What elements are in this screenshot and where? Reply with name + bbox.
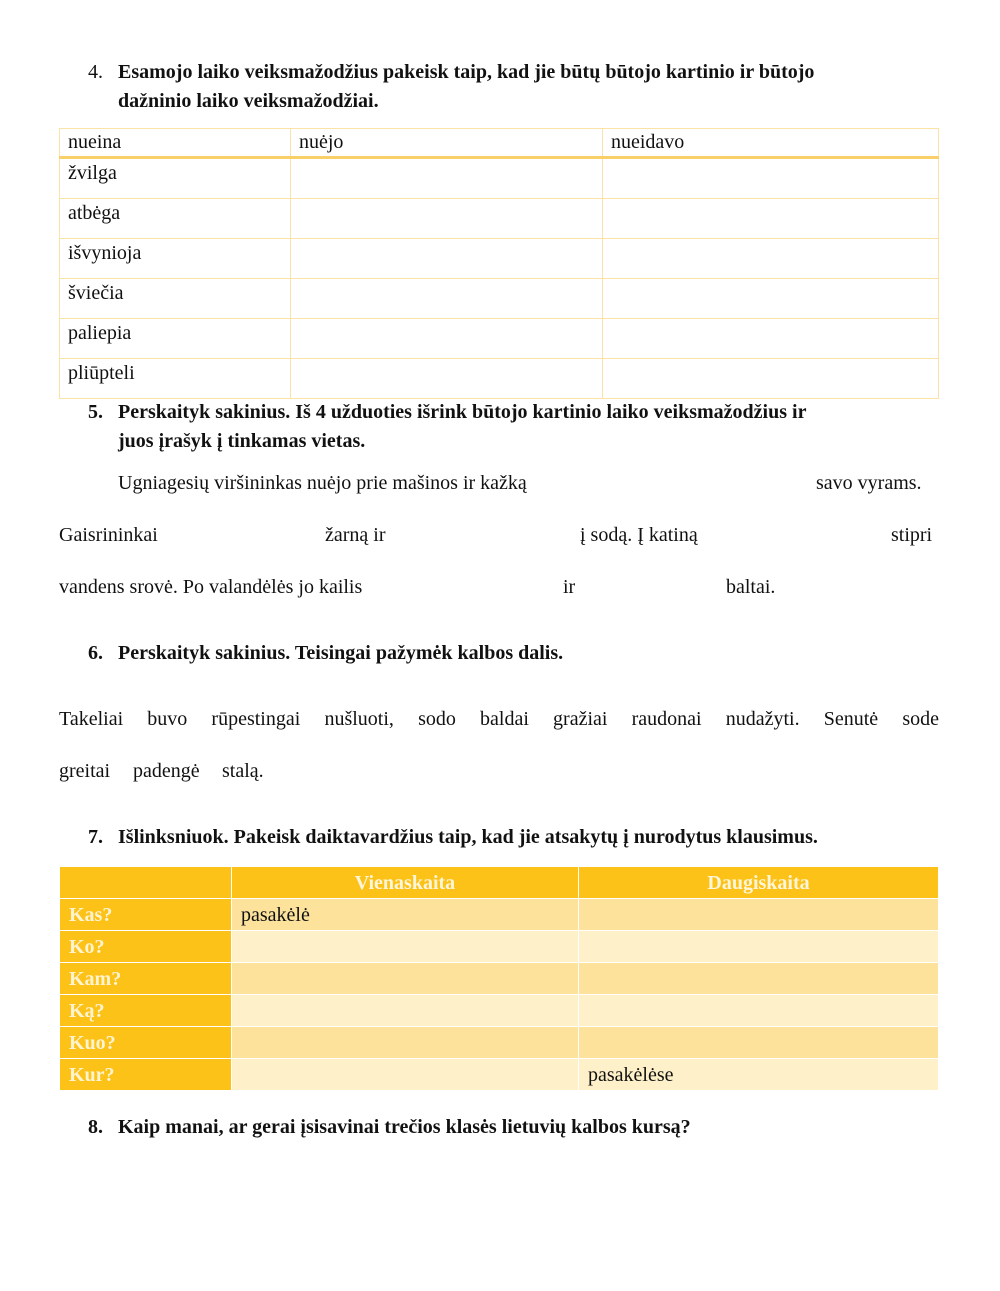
question-5-line-1: Perskaityk sakinius. Iš 4 užduoties išrink būtojo kartinio laiko veiksmažodžius ir	[118, 401, 807, 423]
q6-word-2[interactable]: padengė	[133, 760, 200, 782]
verb-table-header-past-frequentative: nueidavo	[603, 129, 939, 158]
verb-cell: paliepia	[60, 319, 291, 359]
answer-cell[interactable]	[291, 359, 603, 399]
answer-cell[interactable]	[291, 319, 603, 359]
answer-cell[interactable]	[603, 359, 939, 399]
q5-blank-4[interactable]	[725, 521, 880, 549]
verb-cell: išvynioja	[60, 239, 291, 279]
table-row	[60, 1027, 939, 1059]
question-4-number: 4.	[88, 61, 103, 83]
question-7	[88, 823, 928, 852]
q5-blank-2[interactable]	[180, 521, 315, 549]
answer-cell[interactable]	[603, 158, 939, 199]
q5-sentence-2d: stipri	[891, 524, 933, 546]
question-8-number: 8.	[88, 1116, 103, 1138]
declension-header-plural: Daugiskaita	[579, 867, 939, 899]
question-8-title: Kaip manai, ar gerai įsisavinai trečios klasės lietuvių kalbos kursą?	[118, 1116, 691, 1138]
question-8	[88, 1113, 928, 1142]
question-5-line-2: juos įrašyk į tinkamas vietas.	[118, 430, 366, 452]
table-row	[60, 963, 939, 995]
answer-cell[interactable]	[291, 279, 603, 319]
case-question: Kur?	[60, 1059, 232, 1091]
singular-cell[interactable]	[232, 963, 579, 995]
case-question: Kam?	[60, 963, 232, 995]
verb-table-header-past-simple: nuėjo	[291, 129, 603, 158]
plural-cell[interactable]: pasakėlėse	[579, 1059, 939, 1091]
answer-cell[interactable]	[603, 239, 939, 279]
verb-table-header-present: nueina	[60, 129, 291, 158]
verb-cell: pliūpteli	[60, 359, 291, 399]
q8-answer-area[interactable]	[59, 1155, 939, 1265]
verb-cell: žvilga	[60, 158, 291, 199]
question-4-line-1: Esamojo laiko veiksmažodžius pakeisk taip, kad jie būtų būtojo kartinio ir būtojo	[118, 61, 815, 83]
plural-cell[interactable]	[579, 931, 939, 963]
question-5	[88, 398, 928, 456]
verb-tense-table	[59, 128, 939, 399]
question-7-number: 7.	[88, 826, 103, 848]
q5-sentence-1a: Ugniagesių viršininkas nuėjo prie mašinos ir kažką	[118, 472, 527, 494]
q5-sentence-1b: savo vyrams.	[816, 472, 922, 494]
singular-cell[interactable]	[232, 931, 579, 963]
case-question: Ko?	[60, 931, 232, 963]
q5-sentence-2c: į sodą. Į katiną	[580, 524, 698, 546]
declension-table	[59, 866, 939, 1091]
q5-blank-1[interactable]	[600, 469, 810, 497]
answer-cell[interactable]	[603, 279, 939, 319]
singular-cell[interactable]	[232, 1059, 579, 1091]
table-row	[60, 279, 939, 319]
q5-sentence-3b: ir	[563, 576, 576, 598]
singular-cell[interactable]	[232, 1027, 579, 1059]
case-question: Kuo?	[60, 1027, 232, 1059]
declension-header-empty	[60, 867, 232, 899]
answer-cell[interactable]	[603, 199, 939, 239]
table-row	[60, 899, 939, 931]
q6-word-3[interactable]: stalą.	[222, 760, 264, 782]
q6-sentence-line-1[interactable]: Takeliai buvo rūpestingai nušluoti, sodo baldai gražiai raudonai nudažyti. Senutė sode	[59, 708, 939, 730]
q5-sentence-2a: Gaisrininkai	[59, 524, 158, 546]
verb-table-header-row	[60, 129, 939, 158]
case-question: Ką?	[60, 995, 232, 1027]
answer-cell[interactable]	[603, 319, 939, 359]
plural-cell[interactable]	[579, 899, 939, 931]
question-6	[88, 639, 928, 668]
table-row	[60, 1059, 939, 1091]
question-6-title: Perskaityk sakinius. Teisingai pažymėk kalbos dalis.	[118, 642, 564, 664]
question-6-number: 6.	[88, 642, 103, 664]
q5-blank-6[interactable]	[585, 573, 720, 601]
table-row	[60, 158, 939, 199]
question-5-number: 5.	[88, 401, 103, 423]
q6-word-1[interactable]: greitai	[59, 760, 111, 782]
plural-cell[interactable]	[579, 963, 939, 995]
q5-sentence-3c: baltai.	[726, 576, 776, 598]
verb-cell: šviečia	[60, 279, 291, 319]
verb-cell: atbėga	[60, 199, 291, 239]
table-row	[60, 199, 939, 239]
singular-cell[interactable]	[232, 995, 579, 1027]
plural-cell[interactable]	[579, 995, 939, 1027]
table-row	[60, 239, 939, 279]
answer-cell[interactable]	[291, 239, 603, 279]
singular-cell[interactable]: pasakėlė	[232, 899, 579, 931]
declension-header-singular: Vienaskaita	[232, 867, 579, 899]
q5-sentence-2b: žarną ir	[325, 524, 386, 546]
declension-header-row	[60, 867, 939, 899]
table-row	[60, 359, 939, 399]
question-7-title: Išlinksniuok. Pakeisk daiktavardžius taip, kad jie atsakytų į nurodytus klausimus.	[118, 826, 818, 848]
question-4-line-2: dažninio laiko veiksmažodžiai.	[118, 90, 379, 112]
q5-sentence-3a: vandens srovė. Po valandėlės jo kailis	[59, 576, 363, 598]
table-row	[60, 995, 939, 1027]
answer-cell[interactable]	[291, 199, 603, 239]
answer-cell[interactable]	[291, 158, 603, 199]
table-row	[60, 931, 939, 963]
q5-blank-5[interactable]	[410, 573, 555, 601]
table-row	[60, 319, 939, 359]
plural-cell[interactable]	[579, 1027, 939, 1059]
question-4	[88, 58, 928, 116]
case-question: Kas?	[60, 899, 232, 931]
q5-blank-3[interactable]	[405, 521, 570, 549]
